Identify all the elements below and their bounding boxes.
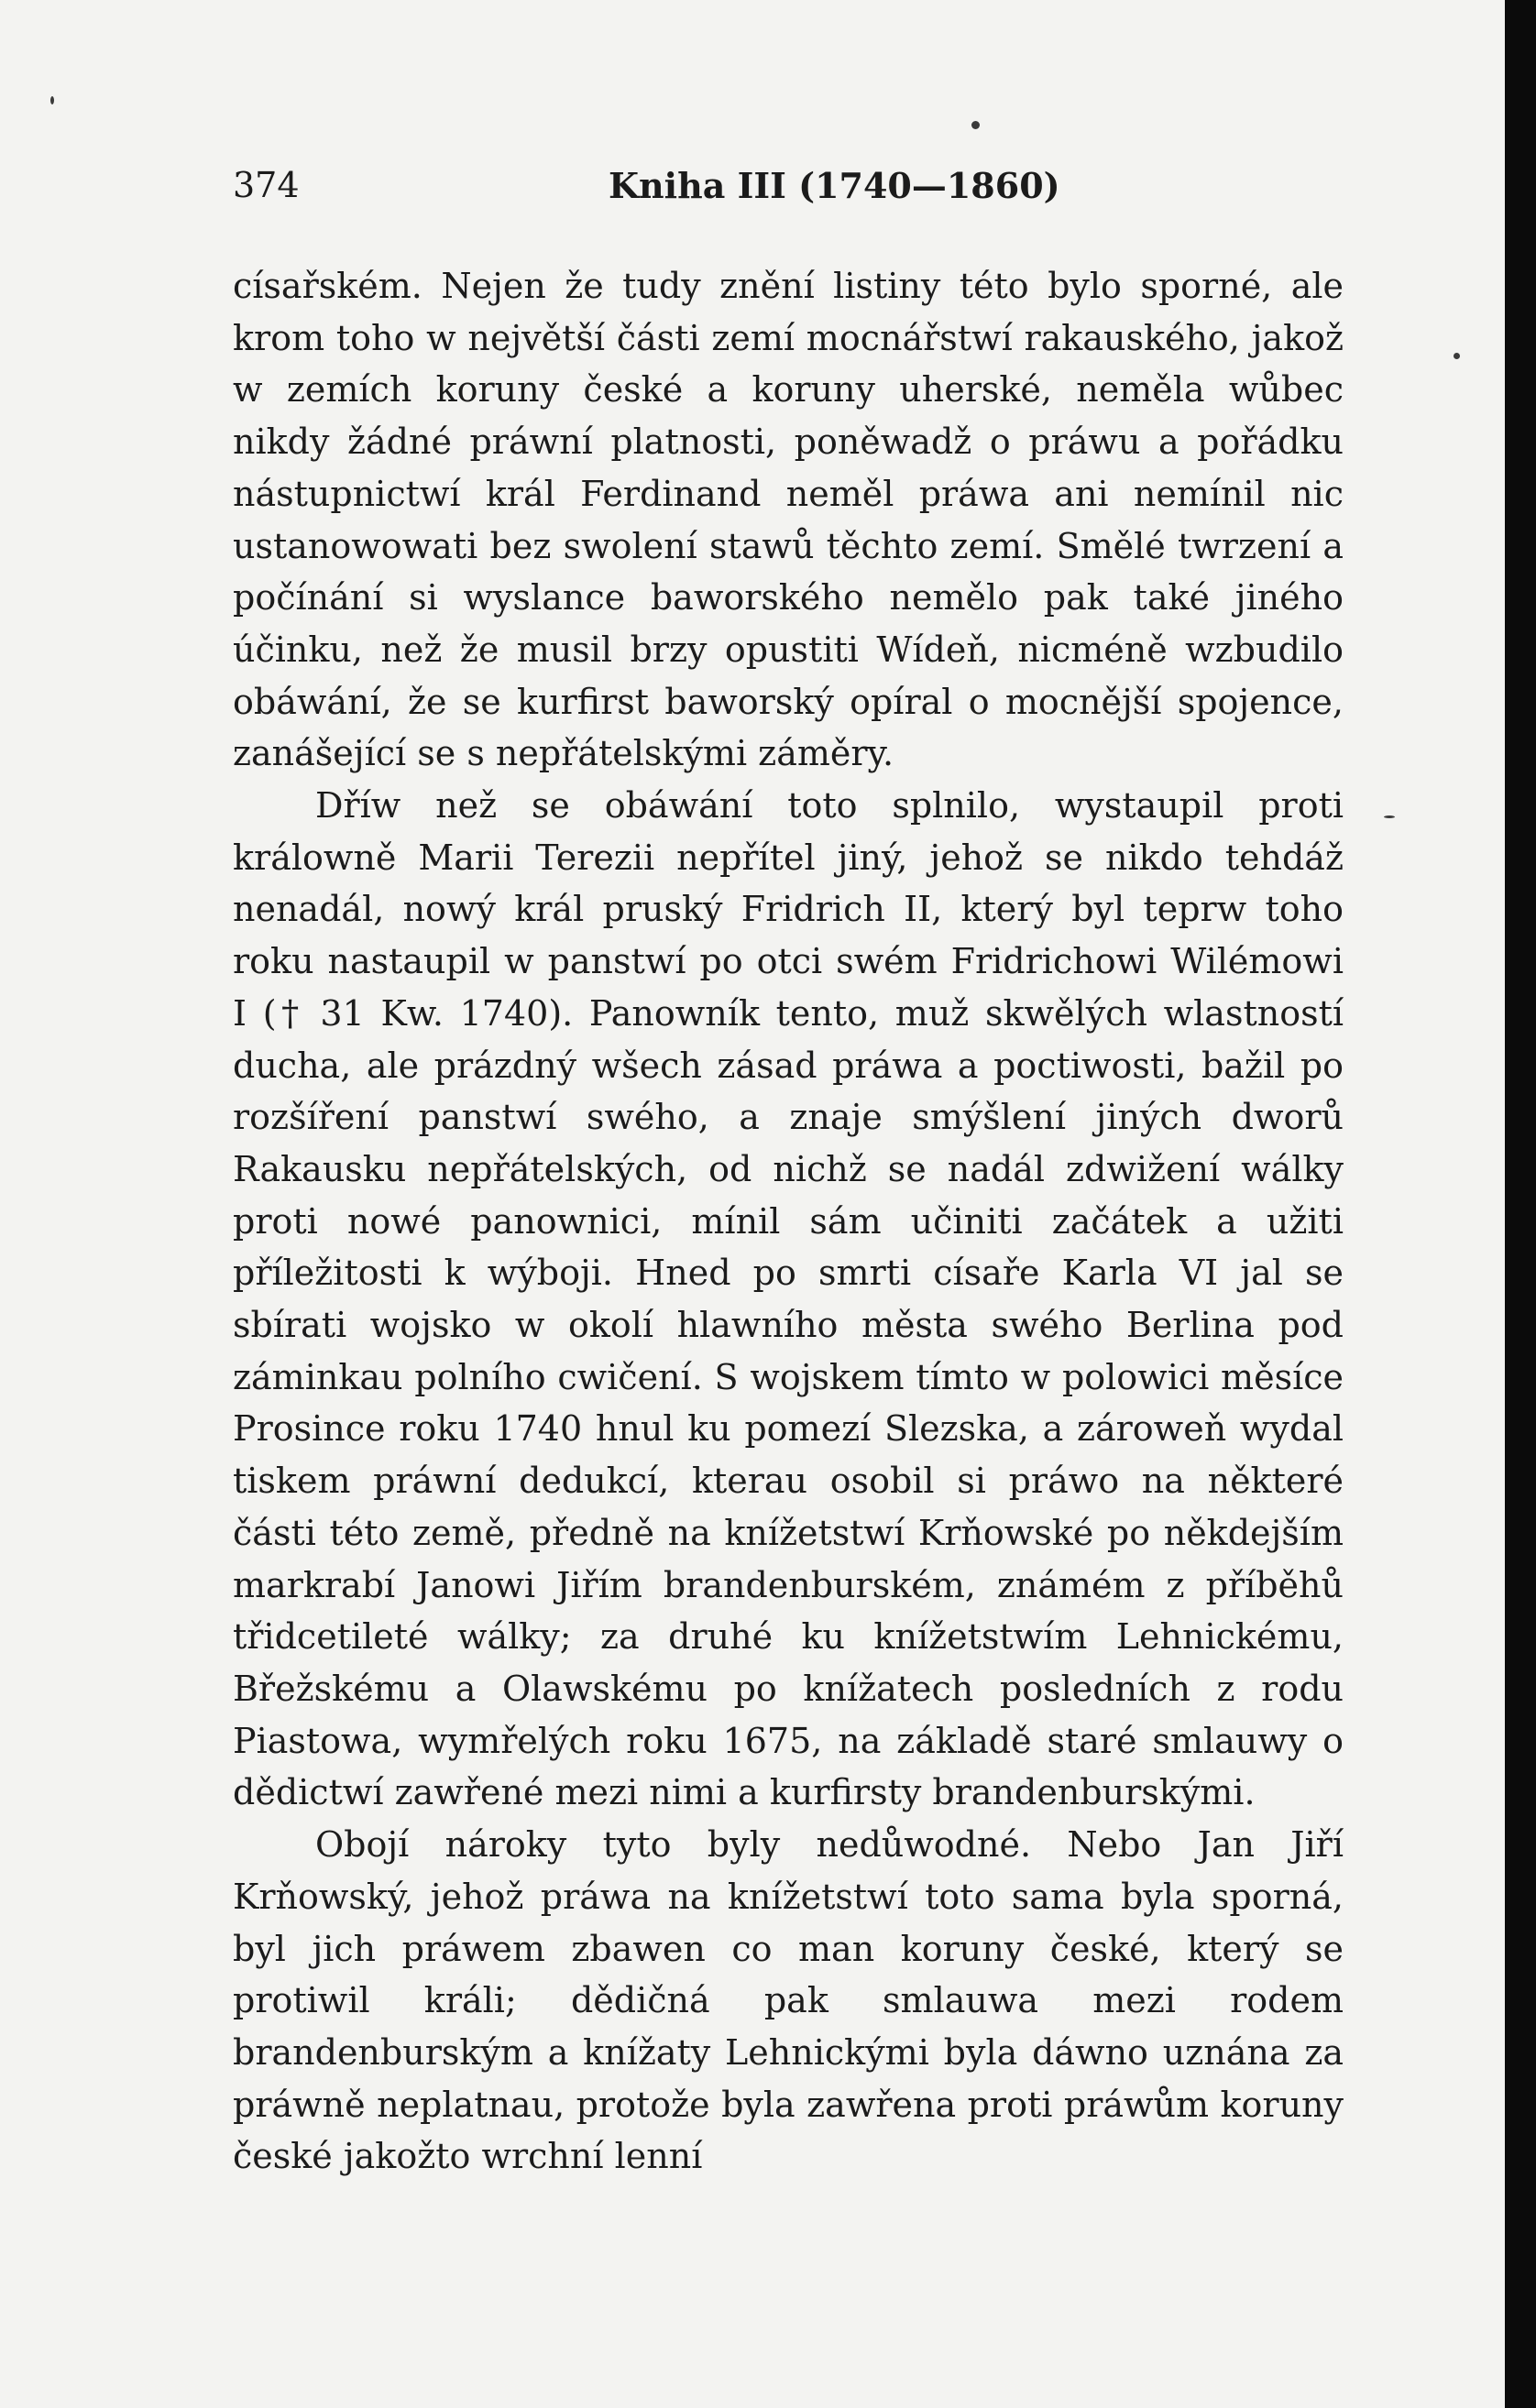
dust-speck [971, 121, 980, 129]
paragraph: Obojí nároky tyto byly nedůwodné. Nebo Jan Jiří Krňowský, jehož práwa na knížetstwí toto sama byla sporná, byl jich práwem zbawen co man koruny české, který se protiwil králi; dědičná pak smlauwa mezi rodem brandenburským a knížaty Lehnickými byla dáwno uznána za práwně neplatnau, protože byla zawřena proti práwům koruny české jakožto wrchní lenní [233, 1824, 1344, 2177]
body-text [233, 260, 1344, 2183]
running-head [233, 165, 1344, 220]
dust-speck [1384, 815, 1395, 818]
page-number: 374 [233, 165, 300, 205]
running-title: Kniha III (1740—1860) [609, 165, 1060, 206]
dust-speck [50, 96, 54, 104]
book-page [233, 165, 1344, 2183]
paragraph: Dříw než se obáwání toto splnilo, wystaupil proti králowně Marii Terezii nepřítel jiný, jehož se nikdo tehdáž nenadál, nowý král pruský Fridrich II, který byl teprw toho roku nastaupil w panstwí po otci swém Fridrichowi Wilémowi I († 31 Kw. 1740). Panowník tento, muž skwělých wlastností ducha, ale prázdný wšech zásad práwa a poctiwosti, bažil po rozšíření panstwí swého, a znaje smýšlení jiných dworů Rakausku nepřátelských, od nichž se nadál zdwižení wálky proti nowé panownici, mínil sám učiniti začátek a užiti příležitosti k wýboji. Hned po smrti císaře Karla VI jal se sbírati wojsko w okolí hlawního města swého Berlina pod záminkau polního cwičení. S wojskem tímto w polowici měsíce Prosince roku 1740 hnul ku pomezí Slezska, a zároweň wydal tiskem práwní dedukcí, kterau osobil si práwo na některé části této země, předně na knížetstwí Krňowské po někdejším markrabí Janowi Jiřím brandenburském, známém z příběhů třidcetileté wálky; za druhé ku knížetstwím Lehnickému, Břežskému a Olawskému po knížatech posledních z rodu Piastowa, wymřelých roku 1675, na základě staré smlauwy o dědictwí zawřené mezi nimi a kurfirsty brandenburskými. [233, 785, 1344, 1813]
dust-speck [1454, 353, 1460, 359]
paragraph: císařském. Nejen že tudy znění listiny této bylo sporné, ale krom toho w největší části zemí mocnářstwí rakauského, jakož w zemích koruny české a koruny uherské, neměla wůbec nikdy žádné práwní platnosti, poněwadž o práwu a pořádku nástupnictwí král Ferdinand neměl práwa ani nemínil nic ustanowowati bez swolení stawů těchto zemí. Smělé twrzení a počínání si wyslance baworského nemělo pak také jiného účinku, než že musil brzy opustiti Wídeň, nicméně wzbudilo obáwání, že se kurfirst baworský opíral o mocnější spojence, zanášející se s nepřátelskými záměry. [233, 266, 1344, 774]
scan-dark-edge [1505, 0, 1536, 2408]
